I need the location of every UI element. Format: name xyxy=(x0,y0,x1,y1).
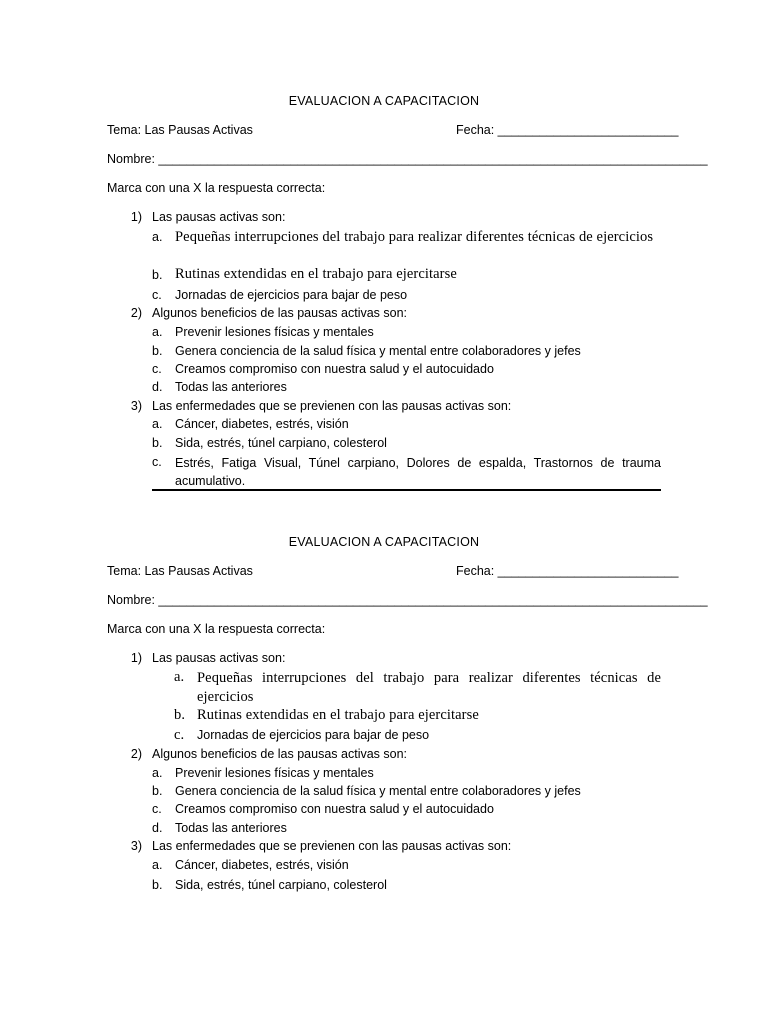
option-letter: b. xyxy=(152,268,163,282)
name-field[interactable]: Nombre: _______________________________________________________________________________ xyxy=(107,152,708,166)
section-divider xyxy=(152,489,661,491)
option-letter: b. xyxy=(152,784,163,798)
option-text[interactable]: Pequeñas interrupciones del trabajo para realizar diferentes técnicas de ejercicios xyxy=(175,229,654,245)
question-text: Las pausas activas son: xyxy=(152,651,286,665)
option-letter: c. xyxy=(152,288,162,302)
question-number: 1) xyxy=(130,210,142,224)
option-letter: a. xyxy=(152,766,163,780)
option-letter: a. xyxy=(152,858,163,872)
option-letter: a. xyxy=(152,325,163,339)
question-text: Las enfermedades que se previenen con las pausas activas son: xyxy=(152,399,512,413)
option-text[interactable]: Rutinas extendidas en el trabajo para ejercitarse xyxy=(175,266,457,282)
sheet-title: EVALUACION A CAPACITACION xyxy=(288,94,480,108)
option-letter: b. xyxy=(152,436,163,450)
question-number: 1) xyxy=(130,651,142,665)
option-letter: d. xyxy=(152,380,163,394)
option-text[interactable]: Sida, estrés, túnel carpiano, colesterol xyxy=(175,878,387,892)
instruction-text: Marca con una X la respuesta correcta: xyxy=(107,181,326,195)
option-text[interactable]: Todas las anteriores xyxy=(175,380,287,394)
option-text[interactable]: Cáncer, diabetes, estrés, visión xyxy=(175,858,349,872)
option-text[interactable]: Estrés, Fatiga Visual, Túnel carpiano, Dolores de espalda, Trastornos de trauma acumulativo. xyxy=(175,456,661,488)
option-text[interactable]: Todas las anteriores xyxy=(175,821,287,835)
question-number: 3) xyxy=(130,839,142,853)
option-text[interactable]: Jornadas de ejercicios para bajar de peso xyxy=(175,288,408,302)
option-text[interactable]: Jornadas de ejercicios para bajar de peso xyxy=(197,728,430,742)
option-text[interactable]: Creamos compromiso con nuestra salud y el autocuidado xyxy=(175,362,494,376)
instruction-text: Marca con una X la respuesta correcta: xyxy=(107,622,326,636)
question-text: Algunos beneficios de las pausas activas son: xyxy=(152,306,408,320)
option-text[interactable]: Pequeñas interrupciones del trabajo para realizar diferentes técnicas de ejercicios xyxy=(197,670,661,705)
question-text: Las enfermedades que se previenen con las pausas activas son: xyxy=(152,839,512,853)
option-letter: c. xyxy=(152,802,162,816)
option-letter: b. xyxy=(152,878,163,892)
option-letter: a. xyxy=(174,669,185,685)
option-letter: a. xyxy=(152,230,163,244)
option-text[interactable]: Prevenir lesiones físicas y mentales xyxy=(175,325,374,339)
topic-line: Tema: Las Pausas Activas xyxy=(107,123,253,137)
option-text[interactable]: Genera conciencia de la salud física y mental entre colaboradores y jefes xyxy=(175,784,581,798)
name-field[interactable]: Nombre: _______________________________________________________________________________ xyxy=(107,593,708,607)
option-text[interactable]: Rutinas extendidas en el trabajo para ejercitarse xyxy=(197,707,479,723)
question-number: 2) xyxy=(130,306,142,320)
option-text[interactable]: Cáncer, diabetes, estrés, visión xyxy=(175,417,349,431)
question-number: 3) xyxy=(130,399,142,413)
question-text: Algunos beneficios de las pausas activas son: xyxy=(152,747,408,761)
date-field[interactable]: Fecha: __________________________ xyxy=(456,564,679,578)
option-text[interactable]: Creamos compromiso con nuestra salud y el autocuidado xyxy=(175,802,494,816)
date-field[interactable]: Fecha: __________________________ xyxy=(456,123,679,137)
sheet-title: EVALUACION A CAPACITACION xyxy=(288,535,480,549)
option-letter: c. xyxy=(174,727,185,743)
option-letter: a. xyxy=(152,417,163,431)
option-letter: d. xyxy=(152,821,163,835)
option-text[interactable]: Sida, estrés, túnel carpiano, colesterol xyxy=(175,436,387,450)
option-letter: b. xyxy=(174,707,186,723)
option-letter: b. xyxy=(152,344,163,358)
topic-line: Tema: Las Pausas Activas xyxy=(107,564,253,578)
option-text[interactable]: Genera conciencia de la salud física y mental entre colaboradores y jefes xyxy=(175,344,581,358)
question-number: 2) xyxy=(130,747,142,761)
option-letter: c. xyxy=(152,455,162,469)
question-text: Las pausas activas son: xyxy=(152,210,286,224)
option-letter: c. xyxy=(152,362,162,376)
option-text[interactable]: Prevenir lesiones físicas y mentales xyxy=(175,766,374,780)
